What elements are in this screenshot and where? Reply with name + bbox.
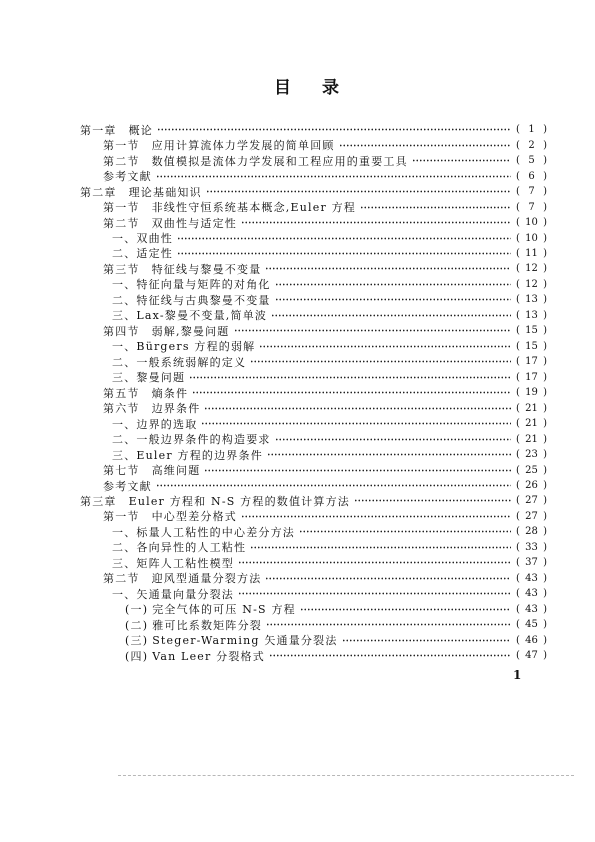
toc-entry-title: Euler 方程和 N-S 方程的数值计算方法 [128, 494, 350, 508]
toc-entry [80, 509, 547, 524]
toc-entry-title: 参考文献 [103, 479, 152, 493]
toc-entry-label: 二、 [112, 247, 137, 261]
toc-entry-page: ( 13 ) [516, 294, 547, 305]
toc-entry-page: ( 5 ) [516, 155, 547, 166]
toc-entry [80, 431, 547, 446]
toc-entry-page: ( 27 ) [516, 495, 547, 506]
toc-entry-page: ( 1 ) [516, 124, 547, 135]
toc-leader-dots [412, 159, 511, 162]
toc-leader-dots [266, 623, 511, 626]
toc-entry-page: ( 23 ) [516, 449, 547, 460]
toc-entry [80, 261, 547, 276]
toc-entry [80, 122, 547, 137]
toc-entry-label: 三、 [112, 556, 137, 570]
toc-leader-dots [342, 639, 511, 642]
toc-leader-dots [177, 252, 511, 255]
toc-entry-label: 三、 [112, 309, 137, 323]
toc-leader-dots [275, 438, 511, 441]
toc-entry-label: 第三章 [80, 494, 117, 508]
toc-entry [80, 416, 547, 431]
toc-leader-dots [299, 530, 511, 533]
toc-leader-dots [189, 376, 511, 379]
toc-leader-dots [265, 267, 511, 270]
toc-entry-label: 二、 [112, 293, 137, 307]
toc-entry [80, 277, 547, 292]
toc-leader-dots [360, 206, 511, 209]
toc-entry-title: 高维问题 [151, 464, 201, 478]
toc-entry [80, 385, 547, 400]
toc-entry [80, 400, 547, 415]
toc-entry-page: ( 7 ) [516, 202, 547, 213]
toc-entry-page: ( 13 ) [516, 310, 547, 321]
toc-entry-title: 非线性守恒系统基本概念,Euler 方程 [151, 201, 357, 215]
toc-entry-title: 一般系统弱解的定义 [136, 355, 247, 369]
toc-entry-label: 第二章 [80, 185, 117, 199]
toc-entry-title: 边界的选取 [136, 417, 198, 431]
toc-entry-label: 二、 [112, 541, 137, 555]
toc-leader-dots [241, 515, 511, 518]
toc-entry-page: ( 11 ) [516, 248, 547, 259]
toc-entry [80, 199, 547, 214]
toc-entry [80, 153, 547, 168]
toc-entry-label: 第一节 [103, 201, 140, 215]
toc-entry-title: 双曲性与适定性 [151, 216, 238, 230]
toc-leader-dots [204, 407, 511, 410]
toc-entry-title: 特征线与古典黎曼不变量 [136, 293, 271, 307]
toc-entry [80, 447, 547, 462]
toc-entry-title: 中心型差分格式 [151, 510, 238, 524]
toc-entry-page: ( 46 ) [516, 635, 547, 646]
toc-entry-label: 一、 [112, 232, 137, 246]
toc-entry-label: (一) [125, 603, 149, 617]
toc-entry-title: Bürgers 方程的弱解 [136, 340, 256, 354]
toc-leader-dots [265, 577, 511, 580]
toc-entry [80, 246, 547, 261]
toc-leader-dots [238, 592, 511, 595]
toc-leader-dots [157, 128, 511, 131]
toc-leader-dots [271, 314, 511, 317]
toc-entry-page: ( 47 ) [516, 650, 547, 661]
toc-entry-label: (三) [125, 634, 149, 648]
toc-entry-label: 第五节 [103, 386, 140, 400]
toc-leader-dots [241, 221, 511, 224]
toc-entry [80, 230, 547, 245]
toc-leader-dots [339, 144, 511, 147]
toc-entry-label: 一、 [112, 340, 137, 354]
toc-entry-title: Lax-黎曼不变量,简单波 [136, 309, 268, 323]
toc-entry-title: 概论 [128, 123, 154, 137]
toc-leader-dots [234, 329, 511, 332]
toc-entry-page: ( 17 ) [516, 356, 547, 367]
toc-entry-page: ( 10 ) [516, 217, 547, 228]
toc-leader-dots [275, 283, 511, 286]
toc-entry-page: ( 43 ) [516, 604, 547, 615]
toc-entry [80, 524, 547, 539]
toc-entry-title: 黎曼问题 [136, 371, 186, 385]
toc-entry [80, 632, 547, 647]
toc-entry-label: 第二节 [103, 154, 140, 168]
toc-entry-page: ( 21 ) [516, 434, 547, 445]
toc-entry-title: 理论基础知识 [128, 185, 202, 199]
toc-entry-page: ( 12 ) [516, 263, 547, 274]
toc-entry-title: 雅可比系数矩阵分裂 [152, 618, 262, 632]
toc-entry [80, 586, 547, 601]
toc-entry [80, 602, 547, 617]
toc-leader-dots [204, 469, 511, 472]
toc-entry [80, 354, 547, 369]
toc-entry-page: ( 15 ) [516, 341, 547, 352]
toc-entry [80, 493, 547, 508]
toc-entry-title: 数值模拟是流体力学发展和工程应用的重要工具 [151, 154, 408, 168]
toc-entry-title: 迎风型通量分裂方法 [151, 572, 262, 586]
toc-entry-page: ( 26 ) [516, 480, 547, 491]
toc-entry-page: ( 27 ) [516, 511, 547, 522]
toc-leader-dots [250, 360, 511, 363]
toc-entry-page: ( 12 ) [516, 279, 547, 290]
toc-entry [80, 168, 547, 183]
toc-entry-page: ( 21 ) [516, 403, 547, 414]
toc-entry [80, 648, 547, 663]
toc-entry-label: 一、 [112, 278, 137, 292]
toc-entry-page: ( 45 ) [516, 619, 547, 630]
toc-entry-title: 特征线与黎曼不变量 [151, 262, 262, 276]
toc-entry-title: 特征向量与矩阵的对角化 [136, 278, 271, 292]
toc-leader-dots [269, 654, 511, 657]
toc-entry-page: ( 33 ) [516, 542, 547, 553]
toc-entry-page: ( 2 ) [516, 140, 547, 151]
toc-entry-title: 弱解,黎曼问题 [151, 324, 230, 338]
toc-entry-title: 各向异性的人工粘性 [136, 541, 247, 555]
toc-leader-dots [192, 391, 511, 394]
toc-entry-title: Steger-Warming 矢通量分裂法 [152, 634, 338, 648]
toc-entry [80, 540, 547, 555]
toc-leader-dots [267, 453, 511, 456]
toc-leader-dots [354, 499, 511, 502]
toc-entry-page: ( 43 ) [516, 588, 547, 599]
toc-entry-label: 二、 [112, 355, 137, 369]
toc-entry [80, 323, 547, 338]
toc-entry [80, 292, 547, 307]
toc-entry-label: 第四节 [103, 324, 140, 338]
toc-entry-title: Euler 方程的边界条件 [136, 448, 263, 462]
toc-entry [80, 555, 547, 570]
toc-entry [80, 617, 547, 632]
toc-entry-label: (四) [125, 649, 149, 663]
toc-entry-title: Van Leer 分裂格式 [152, 649, 265, 663]
toc-entry-label: 第一节 [103, 510, 140, 524]
toc-leader-dots [177, 237, 511, 240]
toc-entry-label: 第二节 [103, 572, 140, 586]
toc-entry-label: (二) [125, 618, 149, 632]
toc-entry [80, 137, 547, 152]
toc-entry-label: 第二节 [103, 216, 140, 230]
toc-entry-label: 三、 [112, 448, 137, 462]
toc-entry-page: ( 15 ) [516, 325, 547, 336]
toc-entry [80, 370, 547, 385]
toc-leader-dots [206, 190, 511, 193]
toc-entry-title: 矢通量向量分裂法 [136, 587, 235, 601]
toc-entry-page: ( 6 ) [516, 171, 547, 182]
page-title: 目 录 [274, 78, 346, 98]
toc-entry-page: ( 43 ) [516, 573, 547, 584]
toc-entry-page: ( 37 ) [516, 557, 547, 568]
toc-leader-dots [275, 298, 511, 301]
toc-entry [80, 308, 547, 323]
scan-artifact-line [118, 775, 574, 776]
table-of-contents [80, 122, 547, 663]
toc-entry-label: 一、 [112, 525, 137, 539]
toc-entry [80, 478, 547, 493]
toc-entry [80, 571, 547, 586]
toc-leader-dots [201, 422, 511, 425]
toc-entry-label: 第六节 [103, 402, 140, 416]
toc-leader-dots [300, 608, 511, 611]
toc-entry-page: ( 10 ) [516, 233, 547, 244]
page-number: 1 [513, 668, 522, 682]
toc-entry-label: 二、 [112, 433, 137, 447]
toc-entry-page: ( 21 ) [516, 418, 547, 429]
toc-entry-page: ( 17 ) [516, 372, 547, 383]
toc-entry [80, 339, 547, 354]
toc-entry-title: 一般边界条件的构造要求 [136, 433, 271, 447]
toc-entry-title: 参考文献 [103, 170, 152, 184]
toc-entry-label: 一、 [112, 417, 137, 431]
toc-entry [80, 462, 547, 477]
toc-entry [80, 184, 547, 199]
toc-leader-dots [250, 546, 511, 549]
toc-leader-dots [156, 484, 511, 487]
toc-entry-label: 第三节 [103, 262, 140, 276]
toc-leader-dots [238, 561, 511, 564]
toc-entry-page: ( 28 ) [516, 526, 547, 537]
toc-entry-title: 矩阵人工粘性模型 [136, 556, 235, 570]
toc-entry-label: 第一节 [103, 139, 140, 153]
toc-entry-label: 一、 [112, 587, 137, 601]
toc-entry-page: ( 19 ) [516, 387, 547, 398]
toc-entry-title: 应用计算流体力学发展的简单回顾 [151, 139, 335, 153]
toc-entry-title: 边界条件 [151, 402, 201, 416]
toc-entry-page: ( 7 ) [516, 186, 547, 197]
toc-leader-dots [259, 345, 511, 348]
toc-entry [80, 215, 547, 230]
toc-entry-title: 标量人工粘性的中心差分方法 [136, 525, 296, 539]
toc-entry-title: 适定性 [136, 247, 174, 261]
toc-entry-label: 第七节 [103, 464, 140, 478]
toc-entry-label: 第一章 [80, 123, 117, 137]
toc-entry-title: 双曲性 [136, 232, 174, 246]
toc-entry-title: 熵条件 [151, 386, 189, 400]
toc-leader-dots [156, 175, 511, 178]
toc-entry-label: 三、 [112, 371, 137, 385]
toc-entry-page: ( 25 ) [516, 465, 547, 476]
toc-entry-title: 完全气体的可压 N-S 方程 [152, 603, 296, 617]
